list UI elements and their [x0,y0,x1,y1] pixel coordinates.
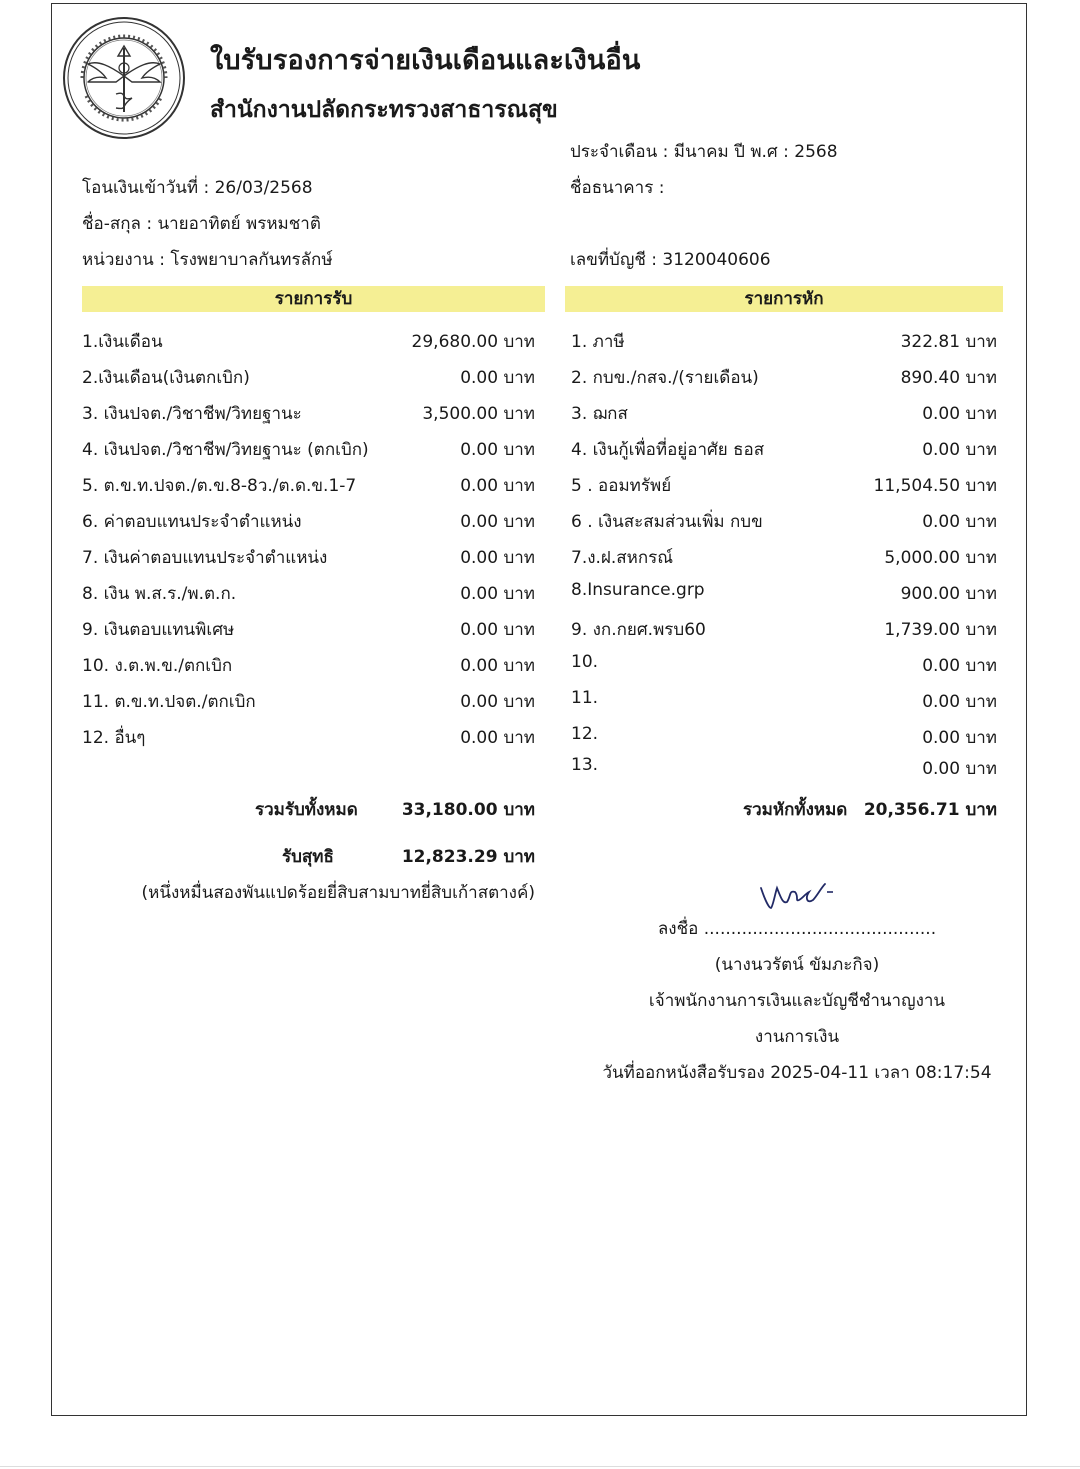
deduction-label: 13. [571,755,599,775]
deduction-row [571,724,997,754]
deduction-total-label: รวมหักทั้งหมด [743,800,848,820]
deduction-label: 1. ภาษี [571,332,625,352]
deduction-label: 12. [571,724,599,744]
income-amount: 0.00 บาท [460,620,535,640]
deduction-amount: 322.81 บาท [900,332,997,352]
deduction-row [571,652,997,682]
income-label: 3. เงินปจต./วิชาชีพ/วิทยฐานะ [82,404,302,424]
transfer-date: โอนเงินเข้าวันที่ : 26/03/2568 [82,178,313,198]
pay-period: ประจำเดือน : มีนาคม ปี พ.ศ : 2568 [570,142,838,162]
income-label: 9. เงินตอบแทนพิเศษ [82,620,235,640]
income-label: 1.เงินเดือน [82,332,163,352]
income-amount: 0.00 บาท [460,548,535,568]
deduction-label: 8.Insurance.grp [571,580,705,600]
income-row [82,400,535,430]
deduction-amount: 1,739.00 บาท [884,620,997,640]
income-label: 7. เงินค่าตอบแทนประจำตำแหน่ง [82,548,328,568]
deduction-total-amount: 20,356.71 บาท [863,800,997,820]
deduction-label: 9. งก.กยศ.พรบ60 [571,620,706,640]
deduction-amount: 0.00 บาท [922,656,997,676]
net-pay-in-words: (หนึ่งหมื่นสองพันแปดร้อยยี่สิบสามบาทยี่สิบเก้าสตางค์) [141,883,535,903]
income-row [82,544,535,574]
income-amount: 0.00 บาท [460,512,535,532]
income-header: รายการรับ [82,286,545,312]
income-amount: 0.00 บาท [460,692,535,712]
signature-scribble [755,878,835,918]
deduction-row [571,616,997,646]
deduction-header: รายการหัก [565,286,1003,312]
income-row [82,472,535,502]
deduction-amount: 0.00 บาท [922,692,997,712]
issue-timestamp: วันที่ออกหนังสือรับรอง 2025-04-11 เวลา 08:17:54 [602,1063,992,1083]
income-total-amount: 33,180.00 บาท [401,800,535,820]
income-row [82,580,535,610]
income-row [82,616,535,646]
deduction-row [571,364,997,394]
income-row [82,436,535,466]
deduction-label: 2. กบข./กสจ./(รายเดือน) [571,368,759,388]
deduction-row [571,400,997,430]
income-amount: 0.00 บาท [460,368,535,388]
income-row [82,364,535,394]
deduction-amount: 0.00 บาท [922,728,997,748]
income-label: 12. อื่นๆ [82,728,146,748]
ministry-seal-icon [62,16,186,140]
income-label: 5. ต.ข.ท.ปจต./ต.ข.8-8ว./ต.ด.ข.1-7 [82,476,357,496]
deduction-label: 6 . เงินสะสมส่วนเพิ่ม กบข [571,512,763,532]
deduction-label: 10. [571,652,599,672]
income-label: 4. เงินปจต./วิชาชีพ/วิทยฐานะ (ตกเบิก) [82,440,369,460]
deduction-amount: 0.00 บาท [922,404,997,424]
income-amount: 0.00 บาท [460,728,535,748]
bank-name: ชื่อธนาคาร : [570,178,665,198]
income-label: 6. ค่าตอบแทนประจำตำแหน่ง [82,512,302,532]
deduction-label: 5 . ออมทรัพย์ [571,476,672,496]
deduction-row [571,688,997,718]
deduction-amount: 5,000.00 บาท [884,548,997,568]
income-row [82,652,535,682]
deduction-amount: 11,504.50 บาท [873,476,997,496]
income-row [82,328,535,358]
document-title: ใบรับรองการจ่ายเงินเดือนและเงินอื่น [210,45,641,76]
deduction-row [571,472,997,502]
income-amount: 0.00 บาท [460,476,535,496]
income-row [82,508,535,538]
page-bottom-divider [0,1466,1080,1467]
deduction-amount: 0.00 บาท [922,759,997,779]
deduction-row [571,580,997,610]
deduction-row [571,755,997,785]
income-amount: 0.00 บาท [460,440,535,460]
net-pay-amount: 12,823.29 บาท [401,847,535,867]
signer-department: งานการเงิน [754,1027,840,1047]
income-amount: 3,500.00 บาท [422,404,535,424]
income-label: 8. เงิน พ.ส.ร./พ.ต.ก. [82,584,237,604]
employee-name: ชื่อ-สกุล : นายอาทิตย์ พรหมชาติ [82,214,321,234]
income-amount: 29,680.00 บาท [411,332,535,352]
deduction-row [571,544,997,574]
signature-line: ลงชื่อ ........................................... [657,919,937,939]
deduction-amount: 0.00 บาท [922,512,997,532]
account-number: เลขที่บัญชี : 3120040606 [570,250,771,270]
deduction-label: 7.ง.ฝ.สหกรณ์ [571,548,674,568]
income-label: 10. ง.ต.พ.ข./ตกเบิก [82,656,233,676]
deduction-amount: 900.00 บาท [900,584,997,604]
deduction-row [571,508,997,538]
deduction-label: 11. [571,688,599,708]
deduction-label: 3. ฌกส [571,404,628,424]
signer-name: (นางนวรัตน์ ขัมภะกิจ) [714,955,880,975]
deduction-amount: 0.00 บาท [922,440,997,460]
income-row [82,688,535,718]
deduction-row [571,436,997,466]
income-label: 2.เงินเดือน(เงินตกเบิก) [82,368,250,388]
income-amount: 0.00 บาท [460,584,535,604]
income-amount: 0.00 บาท [460,656,535,676]
income-row [82,724,535,754]
income-label: 11. ต.ข.ท.ปจต./ตกเบิก [82,692,256,712]
deduction-label: 4. เงินกู้เพื่อที่อยู่อาศัย ธอส [571,440,765,460]
deduction-row [571,328,997,358]
income-total-label: รวมรับทั้งหมด [255,800,358,820]
work-unit: หน่วยงาน : โรงพยาบาลกันทรลักษ์ [82,250,333,270]
net-pay-label: รับสุทธิ [282,847,334,867]
document-subtitle: สำนักงานปลัดกระทรวงสาธารณสุข [210,97,558,123]
signer-position: เจ้าพนักงานการเงินและบัญชีชำนาญงาน [648,991,946,1011]
deduction-amount: 890.40 บาท [900,368,997,388]
